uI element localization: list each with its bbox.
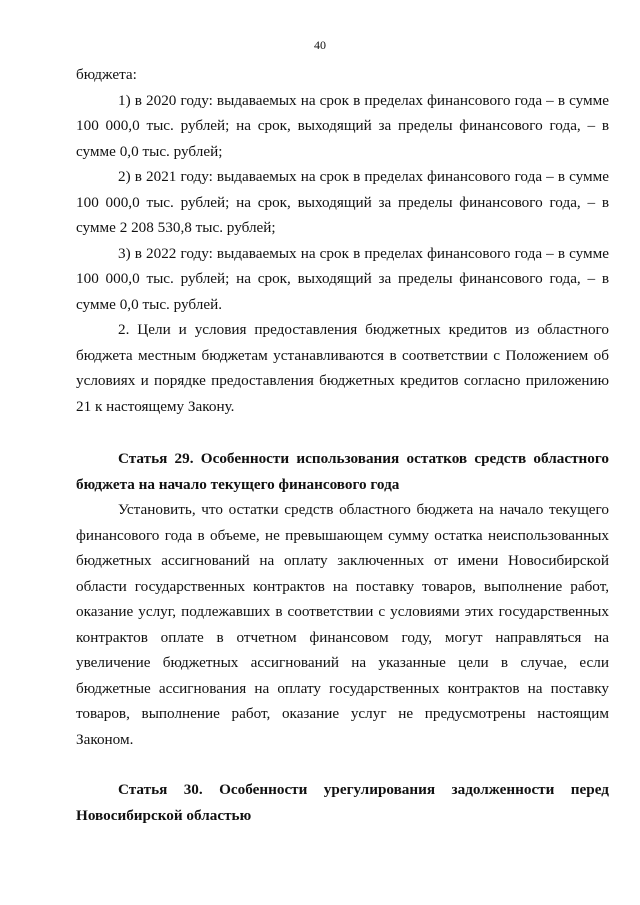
- paragraph-item-2021: 2) в 2021 году: выдаваемых на срок в пределах финансового года – в сумме 100 000,0 тыс. рублей; на срок, выходящий за пределы финансового года, – в сумме 2 208 530,8 тыс. рублей;: [76, 168, 609, 236]
- article-30-heading-line-2: Новосибирской областью: [76, 806, 252, 824]
- heading-word: Статья: [118, 781, 168, 798]
- spacer: [76, 419, 609, 446]
- spacer: [76, 752, 609, 777]
- document-body: [76, 62, 609, 828]
- heading-word: Особенности: [219, 781, 308, 798]
- page-number: 40: [314, 38, 326, 52]
- paragraph-item-2022: 3) в 2022 году: выдаваемых на срок в пределах финансового года – в сумме 100 000,0 тыс. рублей; на срок, выходящий за пределы финансового года, – в сумме 0,0 тыс. рублей.: [76, 244, 609, 313]
- heading-word: урегулирования: [323, 781, 436, 798]
- paragraph-item-2020: 1) в 2020 году: выдаваемых на срок в пределах финансового года – в сумме 100 000,0 тыс. рублей; на срок, выходящий за пределы финансового года, – в сумме 0,0 тыс. рублей;: [76, 91, 609, 160]
- heading-word: перед: [570, 781, 609, 798]
- paragraph-point-2: 2. Цели и условия предоставления бюджетных кредитов из областного бюджета местным бюджетам устанавливаются в соответствии с Положением об условиях и порядке предоставления бюджетных кредитов согласно приложению 21 к настоящему Закону.: [76, 321, 609, 415]
- article-30-heading: [76, 777, 609, 828]
- paragraph-continuation: бюджета:: [76, 66, 137, 83]
- article-30-heading-line-1: [76, 777, 609, 803]
- article-29-heading: Статья 29. Особенности использования остатков средств областного бюджета на начало текущего финансового года: [76, 450, 609, 493]
- heading-word: задолженности: [451, 781, 555, 798]
- article-29-body: Установить, что остатки средств областного бюджета на начало текущего финансового года в объеме, не превышающем сумму остатка неиспользованных бюджетных ассигнований на оплату заключенных от имени Новосибирской области государственных контрактов на поставку товаров, выполнение работ, оказание услуг, подлежавших в соответствии с условиями этих государственных контрактов оплате в отчетном финансовом году, могут направляться на увеличение бюджетных ассигнований на указанные цели в случае, если бюджетные ассигнования на оплату государственных контрактов на поставку товаров, выполнение работ, оказание услуг не предусмотрены настоящим Законом.: [76, 501, 609, 748]
- heading-word: 30.: [183, 781, 203, 798]
